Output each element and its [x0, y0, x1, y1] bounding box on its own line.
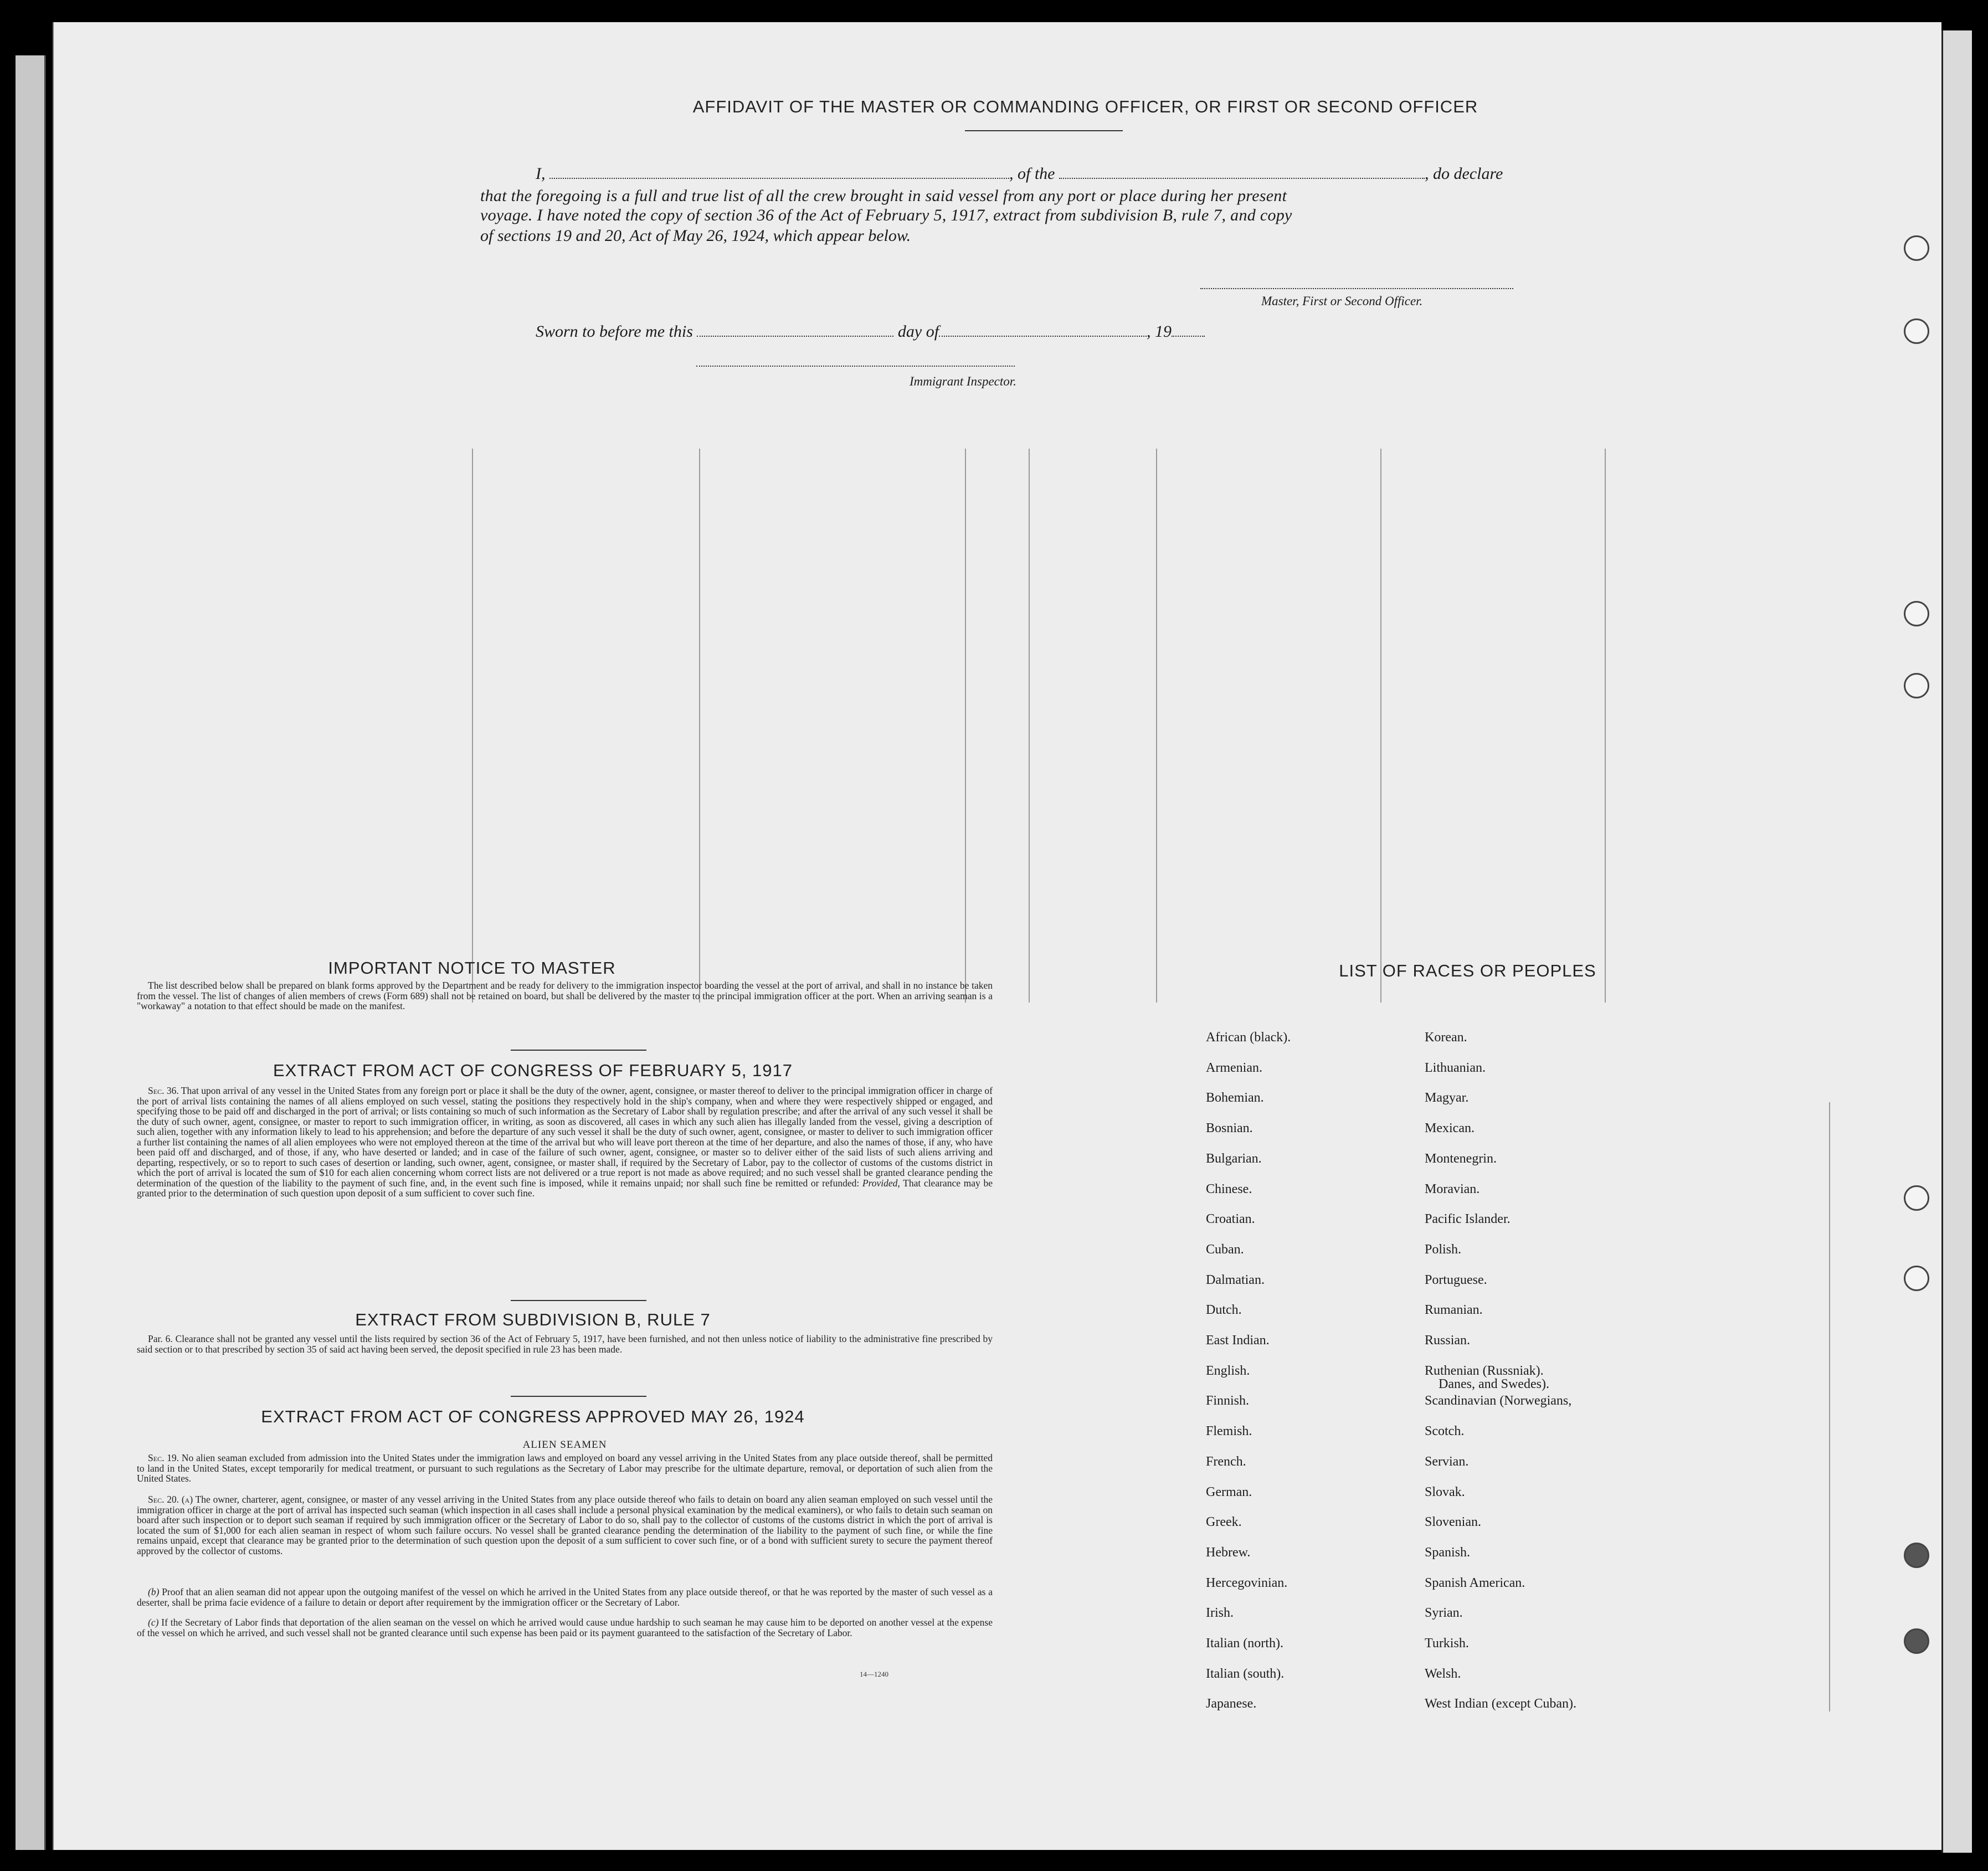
sworn-month-field[interactable] — [939, 325, 1147, 337]
race-item: Mexican. — [1425, 1121, 1475, 1135]
binder-hole-8 — [1904, 1628, 1929, 1654]
race-item: Italian (north). — [1206, 1636, 1283, 1651]
sec20b-paragraph — [137, 1587, 993, 1607]
race-item: Bohemian. — [1206, 1091, 1264, 1105]
race-item: Slovenian. — [1425, 1515, 1481, 1529]
do-declare-label: , do declare — [1425, 165, 1503, 183]
race-item: Hercegovinian. — [1206, 1576, 1288, 1590]
sec20a-paragraph — [137, 1494, 993, 1556]
extract-1917-title: EXTRACT FROM ACT OF CONGRESS OF FEBRUARY 5, 1917 — [273, 1061, 793, 1080]
race-item: Montenegrin. — [1425, 1152, 1497, 1166]
binder-hole-7 — [1904, 1543, 1929, 1568]
of-the-label: , of the — [1009, 165, 1055, 183]
race-item: Syrian. — [1425, 1606, 1463, 1620]
race-item: West Indian (except Cuban). — [1425, 1697, 1576, 1711]
sworn-year-field[interactable] — [1172, 325, 1205, 337]
race-item: Korean. — [1425, 1030, 1467, 1045]
master-label: Master, First or Second Officer. — [1261, 294, 1423, 308]
race-item: Greek. — [1206, 1515, 1242, 1529]
race-item: Hebrew. — [1206, 1545, 1251, 1560]
race-item: Finnish. — [1206, 1394, 1250, 1408]
race-item: Ruthenian (Russniak). — [1425, 1364, 1544, 1378]
race-item: Cuban. — [1206, 1242, 1244, 1257]
sworn-label: Sworn to before me this — [536, 322, 693, 341]
races-title: LIST OF RACES OR PEOPLES — [1339, 961, 1596, 980]
race-item: Pacific Islander. — [1425, 1212, 1511, 1226]
inspector-label: Immigrant Inspector. — [910, 374, 1016, 388]
affidavit-rule — [965, 130, 1123, 131]
race-item: Japanese. — [1206, 1697, 1257, 1711]
sec20a-label: Sec. 20. (a) — [148, 1494, 193, 1505]
form-number: 14—1240 — [860, 1670, 888, 1678]
sec20c-text: If the Secretary of Labor finds that deportation of the alien seaman on the vessel on which he arrived would cause undue hardship to such seaman he may cause him to be deported on another vessel at the expense of the vessel on which he arrived, and such vessel shall not be granted clearance until such expense has been paid or its payment guaranteed to the satisfaction of the Secretary of Labor. — [137, 1617, 993, 1638]
sec20c-paragraph — [137, 1617, 993, 1638]
sec36-text: That upon arrival of any vessel in the United States from any foreign port or place it shall be the duty of the owner, agent, consignee, or master thereof to deliver to the principal immigration officer in charge of the port of arrival lists containing the names of all aliens employed on such vessel, stating the positions they respectively hold in the ship's company, when and where they were respectively shipped or engaged, and specifying those to be paid off and discharged in the port of arrival; or lists containing so much of such information as the Secretary of Labor shall by regulation prescribe; and after the arrival of any such vessel it shall be the duty of such owner, agent, consignee, or master to report to such immigration officer, in writing, as soon as discovered, all cases in which any such alien has illegally landed from the vessel, giving a description of such alien, together with any information likely to lead to his apprehension; and before the departure of any such vessel it shall be the duty of such owner, agent, consignee, or master to deliver to such immigration officer a further list containing the names of all alien employees who were not employed thereon at the time of the arrival but who will leave port thereon at the time of her departure, and also the names of those, if any, who have been paid off and discharged, and of those, if any, who have deserted or landed; and in case of the failure of such owner, agent, consignee, or master so to deliver either of the said lists of such aliens arriving and departing, respectively, or so to report to such cases of desertion or landing, such owner, agent, consignee, or master shall, if required by the Secretary of Labor, pay to the collector of customs of the customs district in which the port of arrival is located the sum of $10 for each alien concerning whom correct lists are not delivered or a true report is not made as above required; and no such vessel shall be granted clearance pending the determination of the question of the liability to the payment of such fine, and, in the event such fine is imposed, while it remains unpaid; nor shall such fine be remitted or refunded: — [137, 1085, 993, 1189]
affidavit-line-1 — [536, 163, 1503, 184]
affidavit-line-2: that the foregoing is a full and true list of all the crew brought in said vessel from any port or place during her present — [480, 187, 1287, 205]
race-item: Moravian. — [1425, 1182, 1480, 1196]
binder-hole-3 — [1904, 601, 1929, 626]
race-item: Armenian. — [1206, 1061, 1262, 1075]
sec20c-label: (c) — [148, 1617, 159, 1628]
vessel-name-field[interactable] — [1059, 167, 1425, 179]
sworn-line — [536, 321, 1205, 342]
race-item: Russian. — [1425, 1333, 1471, 1348]
affidavit-line-4: of sections 19 and 20, Act of May 26, 1924, which appear below. — [480, 227, 911, 245]
sec19-label: Sec. 19. — [148, 1452, 179, 1463]
race-item: Spanish American. — [1425, 1576, 1525, 1590]
previous-page-edge — [16, 55, 46, 1850]
race-item: Dalmatian. — [1206, 1273, 1265, 1287]
extract-1924-subtitle: ALIEN SEAMEN — [522, 1439, 607, 1451]
race-item: German. — [1206, 1485, 1252, 1499]
binder-hole-2 — [1904, 318, 1929, 344]
extract-1917-rule — [511, 1300, 646, 1301]
affidavit-title: AFFIDAVIT OF THE MASTER OR COMMANDING OFFICER, OR FIRST OR SECOND OFFICER — [692, 97, 1478, 116]
race-item: Scandinavian (Norwegians, — [1425, 1394, 1572, 1408]
race-item: Lithuanian. — [1425, 1061, 1486, 1075]
notice-rule — [511, 1050, 646, 1051]
notice-body: The list described below shall be prepared on blank forms approved by the Department and be ready for delivery to the immigration inspector boarding the vessel at the port of arrival, and shall in no instance be taken from the vessel. The list of changes of alien members of crews (Form 689) shall not be retained on board, but shall be delivered by the master to the principal immigration officer at the port. When an arriving seaman is a "workaway" a notation to that effect should be made on the manifest. — [137, 980, 993, 1011]
race-item: African (black). — [1206, 1030, 1291, 1045]
race-item: Slovak. — [1425, 1485, 1465, 1499]
extract-rule7-body: Par. 6. Clearance shall not be granted any vessel until the lists required by section 36 of the Act of February 5, 1917, have been furnished, and not then unless notice of liability to the administrative fine prescribed by said section or to that prescribed by section 35 of said act having been served, the deposit specified in rule 23 has been made. — [137, 1333, 993, 1355]
race-item: Servian. — [1425, 1454, 1469, 1469]
manifest-sheet — [53, 22, 1941, 1850]
binder-hole-4 — [1904, 673, 1929, 698]
master-signature-line[interactable] — [1200, 288, 1513, 289]
race-item: Rumanian. — [1425, 1303, 1483, 1317]
declarant-name-field[interactable] — [549, 167, 1009, 179]
extract-rule7-title: EXTRACT FROM SUBDIVISION B, RULE 7 — [355, 1310, 711, 1329]
race-item: Welsh. — [1425, 1667, 1461, 1681]
race-item: Scotch. — [1425, 1424, 1465, 1438]
race-item: East Indian. — [1206, 1333, 1270, 1348]
year-label: , 19 — [1147, 322, 1172, 341]
sec36-label: Sec. 36. — [148, 1085, 179, 1096]
sec19-paragraph — [137, 1453, 993, 1484]
sec20b-label: (b) — [148, 1586, 160, 1597]
extract-1917-body — [137, 1086, 993, 1199]
race-item: Portuguese. — [1425, 1273, 1487, 1287]
notice-title: IMPORTANT NOTICE TO MASTER — [328, 958, 616, 978]
race-scandinavian-continuation: Danes, and Swedes). — [1439, 1377, 1549, 1391]
race-item: Bulgarian. — [1206, 1152, 1262, 1166]
extract-1924-title: EXTRACT FROM ACT OF CONGRESS APPROVED MAY 26, 1924 — [261, 1407, 805, 1426]
binder-hole-5 — [1904, 1185, 1929, 1211]
sec36-text-end: That clearance may be granted prior to the determination of such question upon deposit of a sum sufficient to cover such fine. — [137, 1177, 993, 1199]
day-of-label: day of — [897, 322, 939, 341]
race-item: Polish. — [1425, 1242, 1462, 1257]
inspector-signature-line[interactable] — [696, 366, 1015, 367]
i-label: I, — [536, 165, 546, 183]
race-item: Croatian. — [1206, 1212, 1255, 1226]
next-page-edge — [1941, 30, 1972, 1853]
race-item: English. — [1206, 1364, 1250, 1378]
race-item: Magyar. — [1425, 1091, 1469, 1105]
race-item: Italian (south). — [1206, 1667, 1285, 1681]
affidavit-line-3: voyage. I have noted the copy of section 36 of the Act of February 5, 1917, extract from subdivision B, rule 7, and copy — [480, 206, 1292, 224]
race-item: Spanish. — [1425, 1545, 1471, 1560]
sec20a-text: The owner, charterer, agent, consignee, or master of any vessel arriving in the United States from any place outside thereof who fails to detain on board any alien seaman employed on such vessel until the immigration officer in charge at the port of arrival has inspected such seaman (which inspection in all cases shall include a personal physical examination by the medical examiners), or who fails to detain such seaman on board after such inspection or to deport such seaman if required by such immigration officer or the Secretary of Labor to do so, shall pay to the collector of customs of the customs district in which the port of arrival is located the sum of $1,000 for each alien seaman in respect of whom such failure occurs. No vessel shall be granted clearance pending the determination of the liability to the payment of such fine, or while the fine remains unpaid, except that clearance may be granted prior to the determination of such question upon the deposit of a sum sufficient to cover such fine, or of a bond with sufficient surety to secure the payment thereof approved by the collector of customs. — [137, 1494, 993, 1556]
race-item: Dutch. — [1206, 1303, 1242, 1317]
proviso-label: Provided, — [862, 1177, 900, 1189]
sec20b-text: Proof that an alien seaman did not appear upon the outgoing manifest of the vessel on which he arrived in the United States from any place outside thereof, or that he was reported by the master of such vessel as a deserter, shall be prima facie evidence of a failure to detain or deport after requirement by the immigration officer or the Secretary of Labor. — [137, 1586, 993, 1608]
sec19-text: No alien seaman excluded from admission into the United States under the immigration laws and employed on board any vessel arriving in the United States from any place outside thereof, shall be permitted to land in the United States, except temporarily for medical treatment, or pursuant to such regulations as the Secretary of Labor may prescribe for the ultimate departure, removal, or deportation of such alien from the United States. — [137, 1452, 993, 1484]
race-item: Turkish. — [1425, 1636, 1469, 1651]
binder-hole-6 — [1904, 1266, 1929, 1291]
race-item: French. — [1206, 1454, 1246, 1469]
race-item: Bosnian. — [1206, 1121, 1253, 1135]
race-item: Flemish. — [1206, 1424, 1252, 1438]
race-item: Chinese. — [1206, 1182, 1252, 1196]
race-item: Irish. — [1206, 1606, 1234, 1620]
binder-hole-1 — [1904, 235, 1929, 261]
sworn-day-field[interactable] — [697, 325, 893, 337]
extract-rule7-rule — [511, 1396, 646, 1397]
